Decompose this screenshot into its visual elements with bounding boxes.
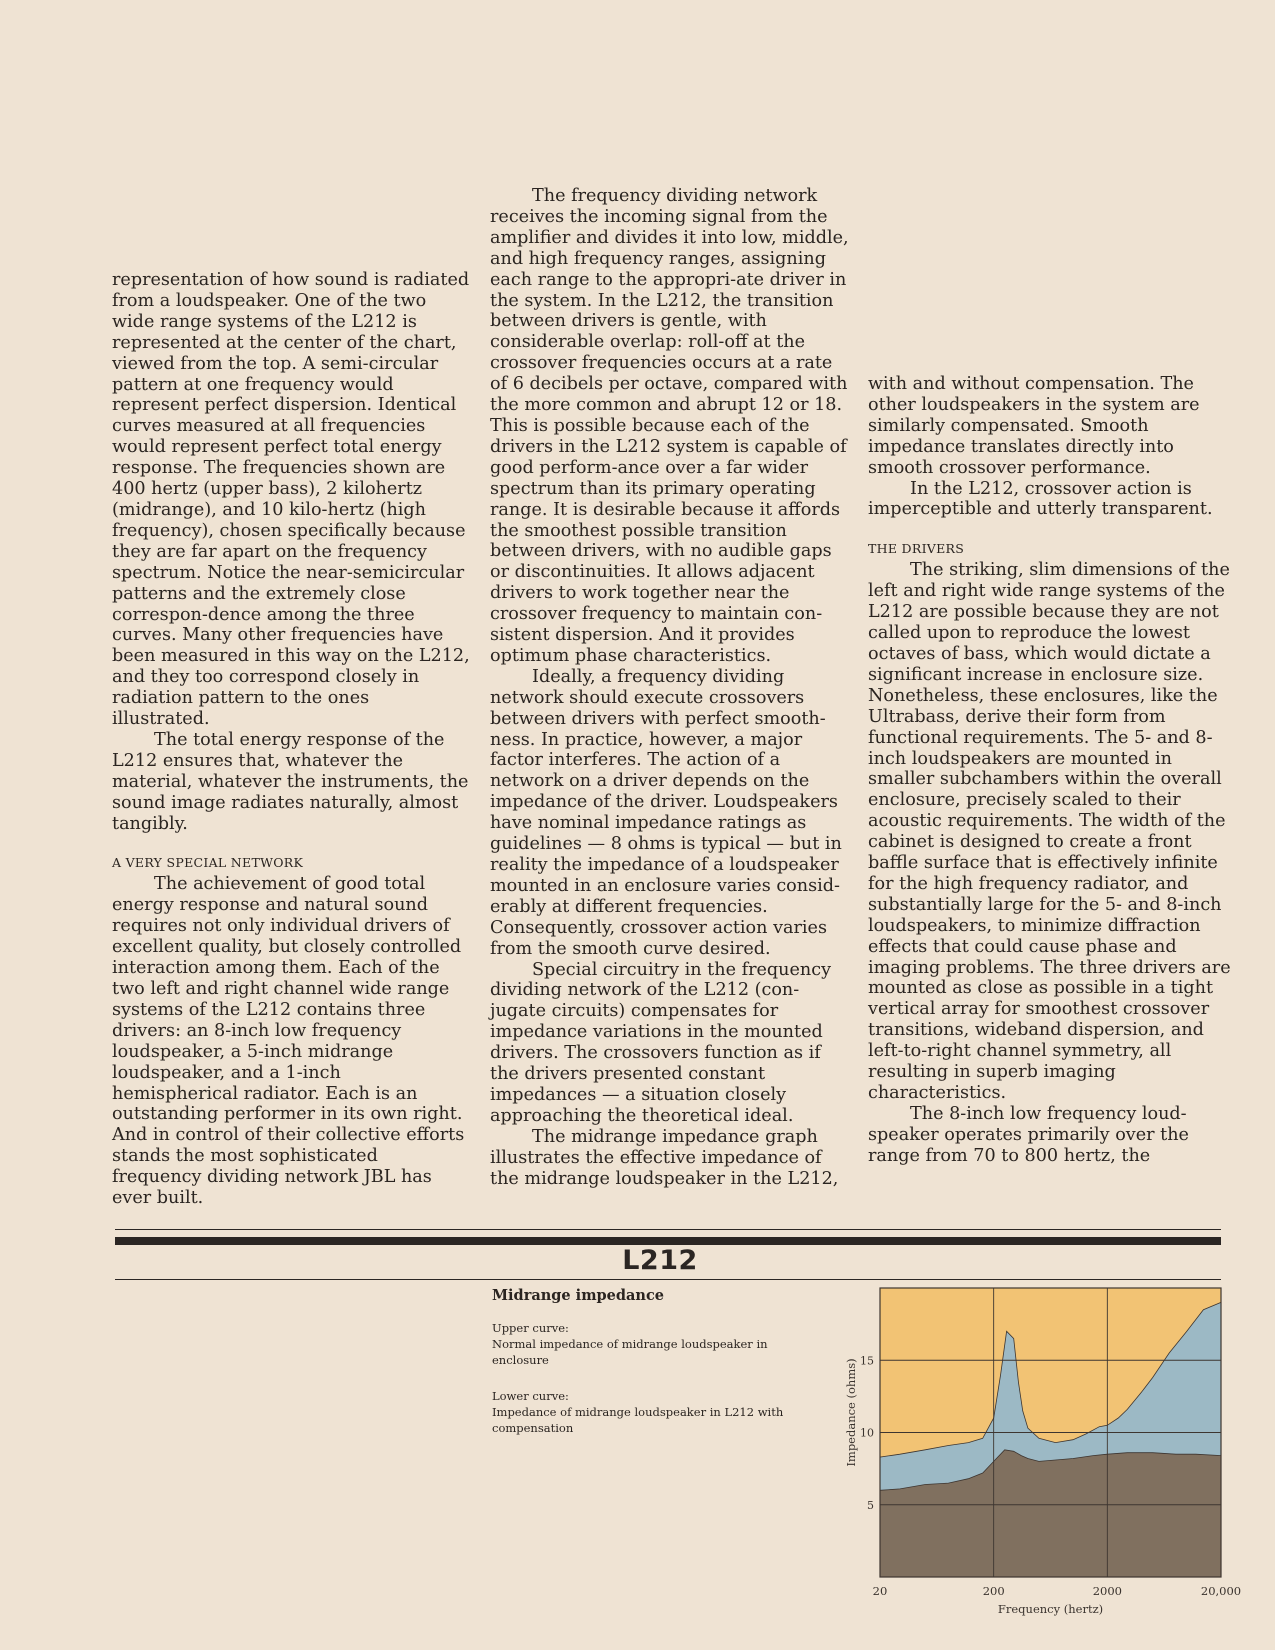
chart-legend [492,1287,792,1436]
text-column-1 [112,270,472,1209]
paragraph: The striking, slim dimensions of the left and right wide range systems of the L212 are possible because they are not called upon to reproduce the lowest octaves of bass, which would dictate a significant increase in enclosure size. Nonetheless, these enclosures, like the Ultrabass, derive their form from functional requirements. The 5- and 8-inch loudspeakers are mounted in smaller subchambers within the overall enclosure, precisely scaled to their acoustic requirements. The width of the cabinet is designed to create a front baffle surface that is effectively infinite for the high frequency radiator, and substantially large for the 5- and 8-inch loudspeakers, to minimize diffraction effects that could cause phase and imaging problems. The three drivers are mounted as close as possible in a tight vertical array for smoothest crossover transitions, wideband dispersion, and left-to-right channel symmetry, all resulting in superb imaging characteristics. [868,560,1231,1103]
chart-title: Midrange impedance [492,1287,665,1304]
text-column-3 [868,374,1240,1167]
text-column-2 [490,186,850,1190]
legend-upper-desc: Normal impedance of midrange loudspeaker in enclosure [492,1337,768,1367]
x-axis-label: Frequency (hertz) [997,1602,1104,1616]
y-tick-label: 15 [860,1354,874,1368]
paragraph: The total energy response of the L212 ensures that, whatever the material, whatever the instruments, the sound image radiates naturally, almost tangibly. [112,729,469,834]
divider [115,1229,1221,1230]
legend-lower-desc: Impedance of midrange loudspeaker in L212 with compensation [492,1405,784,1435]
y-axis-label: Impedance (ohms) [844,1358,858,1467]
section-heading: THE DRIVERS [868,541,965,557]
paragraph: representation of how sound is radiated from a loudspeaker. One of the two wide range systems of the L212 is represented at the center of the chart, viewed from the top. A semi-circular pattern at one frequency would represent perfect dispersion. Identical curves measured at all frequencies would represent perfect total energy response. The frequencies shown are 400 hertz (upper bass), 2 kilohertz (midrange), and 10 kilo-hertz (high frequency), chosen specifically because they are far apart on the frequency spectrum. Notice the near-semicircular patterns and the extremely close correspon-dence among the three curves. Many other frequencies have been measured in this way on the L212, and they too correspond closely in radiation pattern to the ones illustrated. [112,270,470,730]
paragraph: The midrange impedance graph illustrates the effective impedance of the midrange loudspeaker in the L212, [490,1126,839,1189]
impedance-chart [840,1280,1260,1650]
paragraph: In the L212, crossover action is imperceptible and utterly transparent. [868,478,1213,520]
y-tick-label: 10 [860,1426,874,1440]
legend-lower-label: Lower curve: [492,1389,569,1403]
paragraph: The achievement of good total energy response and natural sound requires not only individual drivers of excellent quality, but closely controlled interaction among them. Each of the two left and right channel wide range systems of the L212 contains three drivers: an 8-inch low frequency loudspeaker, a 5-inch midrange loudspeaker, and a 1-inch hemispherical radiator. Each is an outstanding performer in its own right. And in control of their collective efforts stands the most sophisticated frequency dividing network JBL has ever built. [112,874,465,1209]
legend-upper-label: Upper curve: [492,1321,569,1335]
y-tick-label: 5 [867,1498,874,1512]
x-tick-label: 20,000 [1200,1584,1242,1598]
paragraph: with and without compensation. The other loudspeakers in the system are similarly compensated. Smooth impedance translates directly into smooth crossover performance. [868,374,1200,478]
paragraph: The 8-inch low frequency loud-speaker operates primarily over the range from 70 to 800 hertz, the [868,1103,1189,1166]
paragraph: Ideally, a frequency dividing network should execute crossovers between drivers with perfect smooth-ness. In practice, however, a major factor interferes. The action of a network on a driver depends on the impedance of the driver. Loudspeakers have nominal impedance ratings as guidelines — 8 ohms is typical — but in reality the impedance of a loudspeaker mounted in an enclosure varies consid-erably at different frequencies. Consequently, crossover action varies from the smooth curve desired. [490,666,842,959]
paragraph: Special circuitry in the frequency dividing network of the L212 (con-jugate circuits) compensates for impedance variations in the mounted drivers. The crossovers function as if the drivers presented constant impedances — a situation closely approaching the theoretical ideal. [490,959,832,1126]
section-heading: A VERY SPECIAL NETWORK [112,855,304,871]
x-tick-label: 2000 [1092,1584,1122,1598]
paragraph: The frequency dividing network receives the incoming signal from the amplifier and divides it into low, middle, and high frequency ranges, assigning each range to the appropri-ate driver in the system. In the L212, the transition between drivers is gentle, with considerable overlap: roll-off at the crossover frequencies occurs at a rate of 6 decibels per octave, compared with the more common and abrupt 12 or 18. This is possible because each of the drivers in the L212 system is capable of good perform-ance over a far wider spectrum than its primary operating range. It is desirable because it affords the smoothest possible transition between drivers, with no audible gaps or discontinuities. It allows adjacent drivers to work together near the crossover frequency to maintain con-sistent dispersion. And it provides optimum phase characteristics. [490,186,849,666]
x-tick-label: 20 [872,1584,888,1598]
product-banner: L212 [622,1245,698,1276]
x-tick-label: 200 [982,1584,1005,1598]
